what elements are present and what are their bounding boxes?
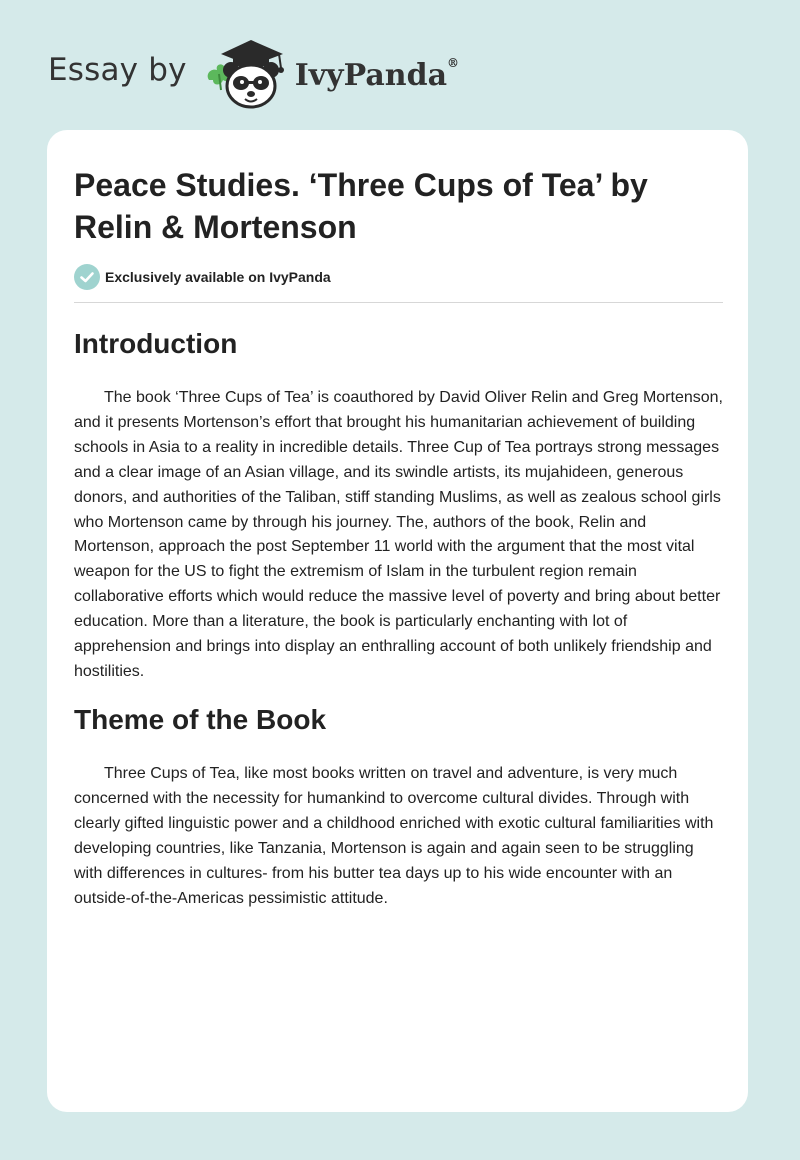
essay-by-label: Essay by: [48, 52, 187, 88]
essay-card: [47, 130, 748, 1112]
divider: [74, 302, 723, 303]
page-title: Peace Studies. ‘Three Cups of Tea’ by Relin & Mortenson: [74, 167, 648, 245]
site-header: [48, 34, 508, 110]
badge-label: Exclusively available on IvyPanda: [105, 269, 331, 285]
trademark-symbol: ®: [447, 55, 460, 70]
brand-name[interactable]: IvyPanda®: [294, 55, 460, 93]
section-body-theme: Three Cups of Tea, like most books written on travel and adventure, is very much concerned with the necessity for humankind to overcome cultural divides. Through with clearly gifted linguistic power and a childhood enriched with exotic cultural familiarities with developing countries, like Tanzania, Mortenson is again and again seen to be struggling with differences in cultures- from his butter tea days up to his wide encounter with an outside-of-the-Americas pessimistic attitude.: [74, 765, 714, 907]
check-circle-icon: [74, 264, 100, 290]
section-heading-theme: Theme of the Book: [74, 704, 327, 735]
section-body-introduction: The book ‘Three Cups of Tea’ is coauthored by David Oliver Relin and Greg Mortenson, and it presents Mortenson’s effort that brought his humanitarian achievement of building schools in Asia to a reality in incredible details. Three Cup of Tea portrays strong messages and a clear image of an Asian village, and its swindle artists, its mujahideen, generous donors, and authorities of the Taliban, stiff standing Muslims, as well as zealous school girls who Mortenson came by through his journey. The, authors of the book, Relin and Mortenson, approach the post September 11 world with the argument that the most vital weapon for the US to fight the extremism of Islam in the turbulent region remain collaborative efforts which would reduce the massive level of poverty and bring about better education. More than a literature, the book is particularly enchanting with lot of apprehension and brings into display an enthralling account of both unlikely friendship and hostilities.: [74, 389, 723, 680]
section-heading-introduction: Introduction: [74, 328, 238, 359]
panda-graduate-icon[interactable]: [203, 34, 289, 110]
exclusive-badge: [74, 264, 331, 290]
